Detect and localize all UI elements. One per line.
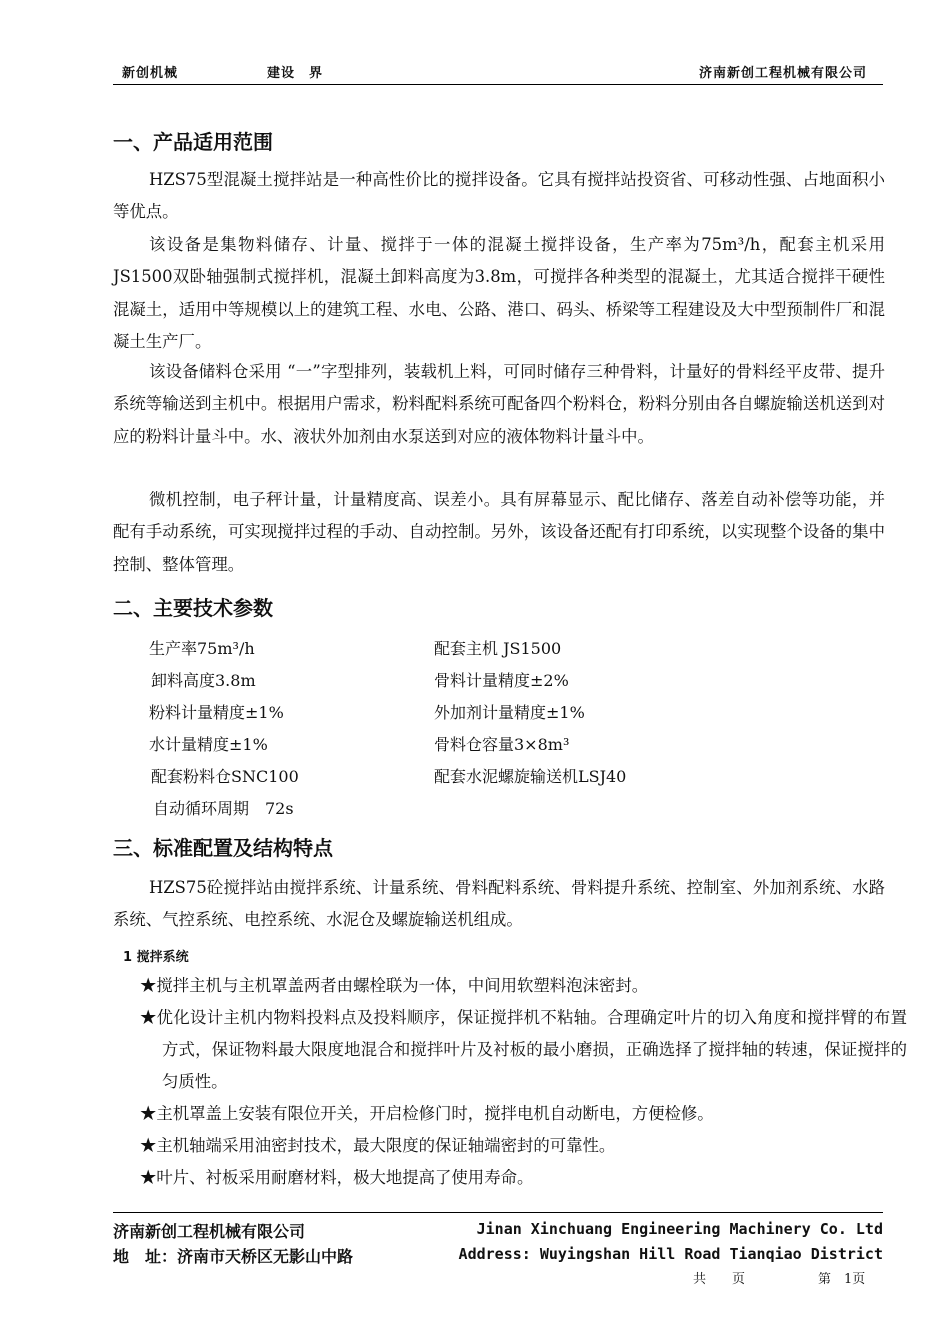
feature-bullet: ★搅拌主机与主机罩盖两者由螺栓联为一体，中间用软塑料泡沫密封。	[140, 976, 649, 995]
footer-company-en: Jinan Xinchuang Engineering Machinery Co. Ltd	[476, 1220, 883, 1238]
header-company-short: 新创机械	[122, 66, 179, 81]
feature-bullet: ★主机轴端采用油密封技术，最大限度的保证轴端密封的可靠性。	[140, 1136, 616, 1155]
footer-address-cn: 地 址：济南市天桥区无影山中路	[113, 1247, 354, 1266]
section-1-paragraph: 该设备是集物料储存、计量、搅拌于一体的混凝土搅拌设备，生产率为75m³/h，配套主机采用JS1500双卧轴强制式搅拌机，混凝土卸料高度为3.8m，可搅拌各种类型的混凝土，尤其适合搅拌干硬性混凝土，适用中等规模以上的建筑工程、水电、公路、港口、码头、桥梁等工程建设及大中型预制件厂和混凝土生产厂。	[113, 235, 885, 351]
header-company-full: 济南新创工程机械有限公司	[698, 66, 867, 81]
feature-bullet: ★叶片、衬板采用耐磨材料，极大地提高了使用寿命。	[140, 1168, 534, 1187]
spec-item: 生产率75m³/h	[149, 639, 255, 658]
spec-item: 骨料计量精度±2%	[434, 671, 569, 690]
spec-item: 粉料计量精度±1%	[149, 703, 284, 722]
spec-item: 卸料高度3.8m	[151, 671, 256, 690]
page-number: 第 1页	[818, 1272, 866, 1287]
feature-bullet: ★主机罩盖上安装有限位开关，开启检修门时，搅拌电机自动断电，方便检修。	[140, 1104, 714, 1123]
spec-item: 外加剂计量精度±1%	[434, 703, 585, 722]
spec-item: 配套粉料仓SNC100	[151, 767, 299, 786]
section-3-title: 三、标准配置及结构特点	[113, 836, 333, 860]
header-slogan: 建设 界	[267, 66, 324, 81]
header-divider	[113, 84, 883, 85]
section-2-title: 二、主要技术参数	[113, 596, 273, 620]
page-total: 共 页	[693, 1272, 746, 1287]
section-3-intro: HZS75砼搅拌站由搅拌系统、计量系统、骨料配料系统、骨料提升系统、控制室、外加剂系统、水路系统、气控系统、电控系统、水泥仓及螺旋输送机组成。	[113, 878, 885, 930]
footer-divider	[113, 1212, 883, 1213]
footer-company-cn: 济南新创工程机械有限公司	[113, 1222, 306, 1241]
spec-item: 骨料仓容量3×8m³	[434, 735, 570, 754]
section-1-paragraph: HZS75型混凝土搅拌站是一种高性价比的搅拌设备。它具有搅拌站投资省、可移动性强、占地面积小等优点。	[113, 170, 885, 222]
spec-item: 自动循环周期 72s	[153, 799, 294, 818]
footer-address-en: Address: Wuyingshan Hill Road Tianqiao District	[458, 1245, 883, 1263]
spec-item: 水计量精度±1%	[149, 735, 268, 754]
spec-item: 配套主机 JS1500	[434, 639, 562, 658]
subsection-title: 1 搅拌系统	[123, 950, 189, 965]
section-1-paragraph: 该设备储料仓采用 “一”字型排列，装载机上料，可同时储存三种骨料，计量好的骨料经平皮带、提升系统等输送到主机中。根据用户需求，粉料配料系统可配备四个粉料仓，粉料分别由各自螺旋输送机送到对应的粉料计量斗中。水、液状外加剂由水泵送到对应的液体物料计量斗中。	[113, 362, 885, 446]
feature-bullet: ★优化设计主机内物料投料点及投料顺序，保证搅拌机不粘轴。合理确定叶片的切入角度和搅拌臂的布置方式，保证物料最大限度地混合和搅拌叶片及衬板的最小磨损，正确选择了搅拌轴的转速，保证搅拌的匀质性。	[140, 1008, 907, 1091]
spec-item: 配套水泥螺旋输送机LSJ40	[434, 767, 627, 786]
section-1-title: 一、产品适用范围	[113, 130, 273, 154]
section-1-paragraph: 微机控制，电子秤计量，计量精度高、误差小。具有屏幕显示、配比储存、落差自动补偿等功能，并配有手动系统，可实现搅拌过程的手动、自动控制。另外，该设备还配有打印系统，以实现整个设备的集中控制、整体管理。	[113, 490, 885, 574]
